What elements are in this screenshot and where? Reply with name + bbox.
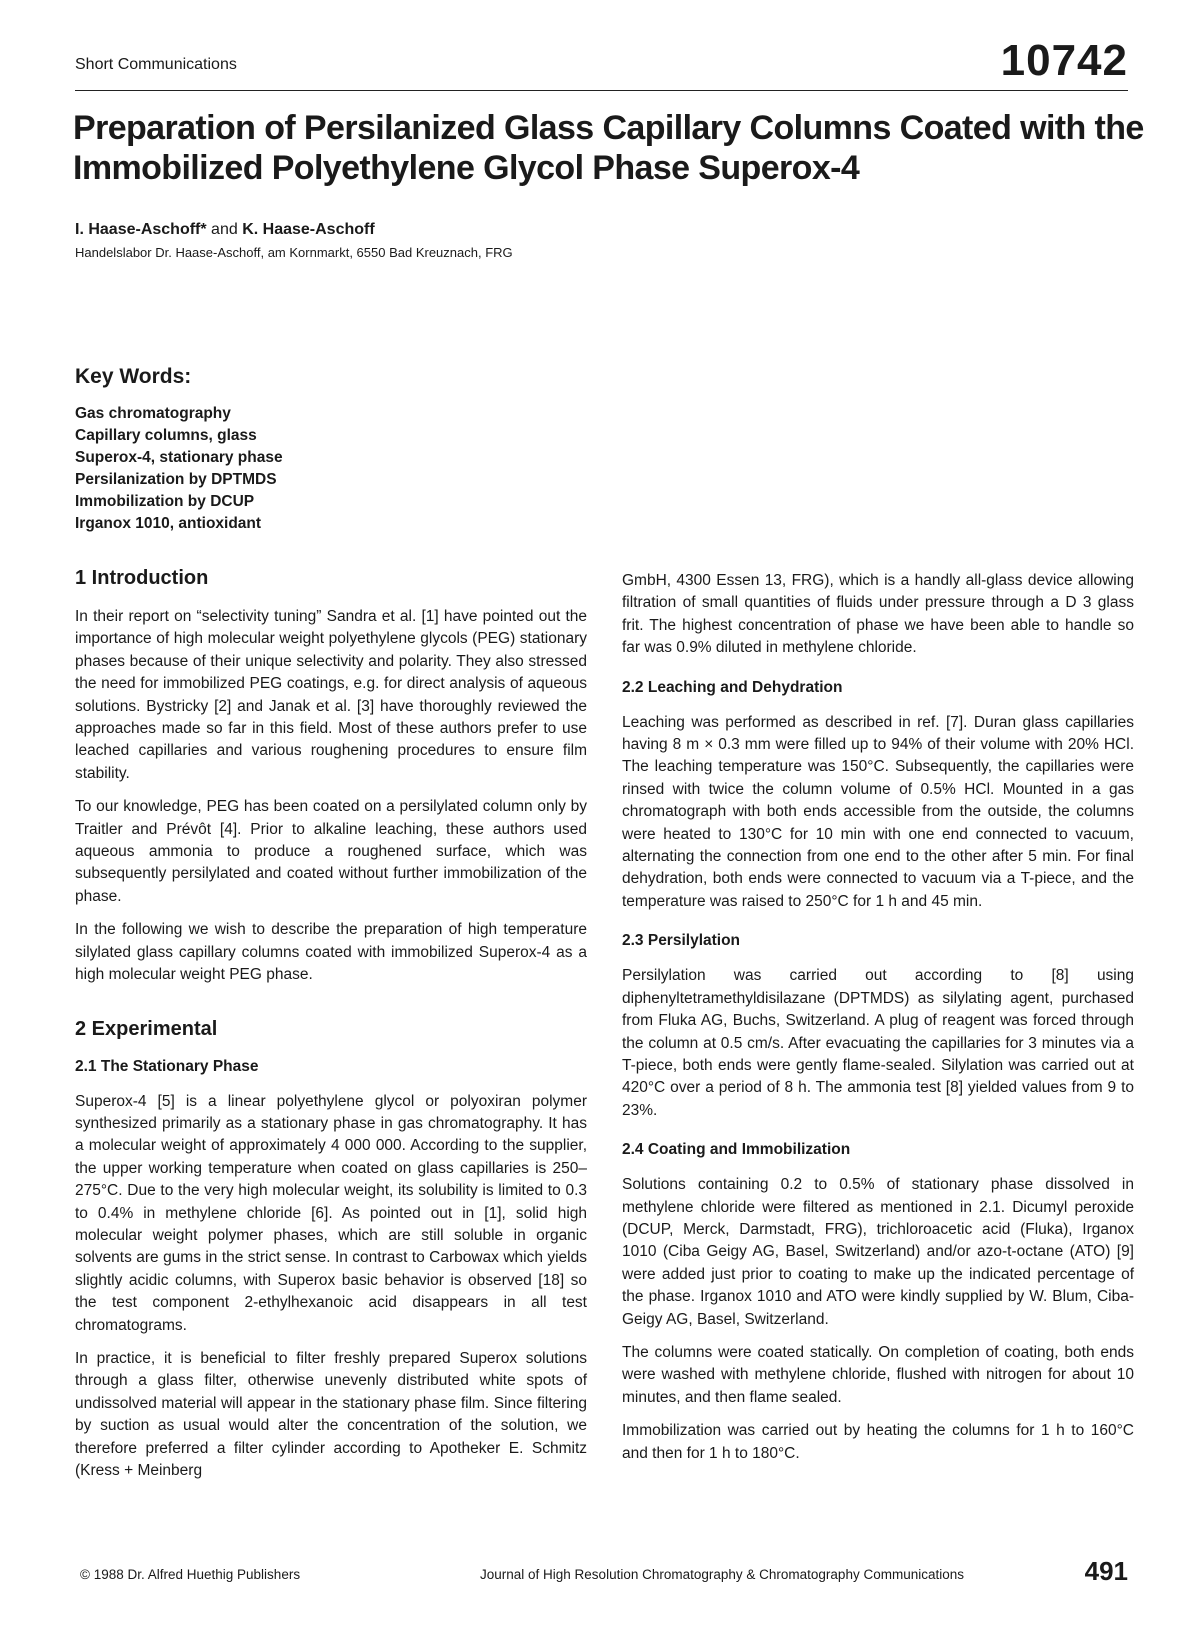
right-column [622,570,1134,1476]
keyword-item: Irganox 1010, antioxidant [75,515,262,532]
section-heading-introduction: 1 Introduction [75,567,209,589]
section-label: Short Communications [75,56,237,73]
header-divider [75,90,1128,91]
body-paragraph: In their report on “selectivity tuning” Sandra et al. [1] have pointed out the importance of high molecular weight polyethylene glycols (PEG) stationary phases because of their unique selectivity and polarity. They also stressed the need for immobilized PEG coatings, e.g. for direct analysis of aqueous solutions. Bystricky [2] and Janak et al. [3] have thoroughly reviewed the approaches made so far in this field. Most of these authors prefer to use leached capillaries and various roughening procedures to ensure film stability. [75,608,587,782]
author-line [75,221,375,239]
article-number: 10742 [1000,36,1128,85]
keywords-heading: Key Words: [75,365,192,388]
body-paragraph: Persilylation was carried out according to [8] using diphenyltetramethyldisilazane (DPTMDS) as silylating agent, purchased from Fluka AG, Buchs, Switzerland. A plug of reagent was forced through the column at 0.5 cm/s. After evacuating the capillaries for 3 minutes via a T-piece, both ends were gently flame-sealed. Silylation was carried out at 420°C over a period of 8 h. The ammonia test [8] yielded values from 9 to 23%. [622,967,1134,1119]
keyword-item: Immobilization by DCUP [75,493,255,510]
body-paragraph: Immobilization was carried out by heating the columns for 1 h to 160°C and then for 1 h to 180°C. [622,1422,1134,1462]
page-number: 491 [1084,1556,1128,1586]
author-name: I. Haase-Aschoff* [75,221,207,238]
keyword-item: Capillary columns, glass [75,427,257,444]
author-name: K. Haase-Aschoff [242,221,375,238]
body-paragraph: The columns were coated statically. On completion of coating, both ends were washed with methylene chloride, flushed with nitrogen for about 10 minutes, and then flame sealed. [622,1343,1134,1406]
affiliation: Handelslabor Dr. Haase-Aschoff, am Kornmarkt, 6550 Bad Kreuznach, FRG [75,245,513,260]
keywords-list [75,403,283,535]
body-paragraph: Leaching was performed as described in ref. [7]. Duran glass capillaries having 8 m × 0.3 mm were filled up to 94% of their volume with 20% HCl. The leaching temperature was 150°C. Subsequently, the capillaries were rinsed with twice the column volume of 0.5% HCl. Mounted in a gas chromatograph with both ends accessible from the outside, the columns were heated to 130°C for 10 min with one end connected to vacuum, alternating the connection from one end to the other after 5 min. For final dehydration, both ends were connected to vacuum via a T-piece, and the temperature was raised to 250°C for 1 h and 45 min. [622,713,1134,910]
body-paragraph: GmbH, 4300 Essen 13, FRG), which is a handly all-glass device allowing filtration of small quantities of fluids under pressure through a D 3 glass frit. The highest concentration of phase we have been able to handle so far was 0.9% diluted in methylene chloride. [622,572,1134,657]
body-paragraph: Superox-4 [5] is a linear polyethylene glycol or polyoxiran polymer synthesized primarily as a stationary phase in gas chromatography. It has a molecular weight of approximately 4 000 000. According to the supplier, the upper working temperature when coated on glass capillaries is 250–275°C. Due to the very high molecular weight, its solubility is limited to 0.3 to 0.4% in methylene chloride [6]. As pointed out in [1], solid high molecular weight polymer phases, which are still soluble in organic solvents are gums in the strict sense. In contrast to Carbowax which yields slightly acidic columns, with Superox basic behavior is observed [18] so the test component 2-ethylhexanoic acid disappears in all test chromatograms. [75,1092,587,1334]
author-joiner: and [206,221,243,238]
article-title: Preparation of Persilanized Glass Capillary Columns Coated with the Immobilized Polyethylene Glycol Phase Superox-4 [73,109,1144,187]
keyword-item: Gas chromatography [75,405,231,422]
left-column [75,566,587,1493]
keyword-item: Persilanization by DPTMDS [75,471,277,488]
body-paragraph: In practice, it is beneficial to filter freshly prepared Superox solutions through a glass filter, otherwise unevenly distributed white spots of undissolved material will appear in the stationary phase film. Since filtering by suction as usual would alter the concentration of the solution, we therefore preferred a filter cylinder according to Apotheker E. Schmitz (Kress + Meinberg [75,1349,587,1479]
body-paragraph: To our knowledge, PEG has been coated on a persilylated column only by Traitler and Prévôt [4]. Prior to alkaline leaching, these authors used aqueous ammonia to produce a roughened surface, which was subsequently persilylated and coated without further immobilization of the phase. [75,798,587,905]
keyword-item: Superox-4, stationary phase [75,449,283,466]
body-paragraph: Solutions containing 0.2 to 0.5% of stationary phase dissolved in methylene chloride were filtered as mentioned in 2.1. Dicumyl peroxide (DCUP, Merck, Darmstadt, FRG), trichloroacetic acid (Fluka), Irganox 1010 (Ciba Geigy AG, Basel, Switzerland) and/or azo-t-octane (ATO) [9] were added just prior to coating to make up the indicated percentage of the phase. Irganox 1010 and ATO were kindly supplied by W. Blum, Ciba-Geigy AG, Basel, Switzerland. [622,1176,1134,1328]
subsection-heading-coating: 2.4 Coating and Immobilization [622,1141,851,1159]
subsection-heading-stationary-phase: 2.1 The Stationary Phase [75,1057,259,1075]
journal-name: Journal of High Resolution Chromatography & Chromatography Communications [480,1567,964,1582]
copyright-notice: © 1988 Dr. Alfred Huethig Publishers [80,1567,301,1582]
subsection-heading-persilylation: 2.3 Persilylation [622,932,741,950]
section-heading-experimental: 2 Experimental [75,1017,218,1040]
subsection-heading-leaching: 2.2 Leaching and Dehydration [622,678,843,696]
body-paragraph: In the following we wish to describe the preparation of high temperature silylated glass capillary columns coated with immobilized Superox-4 as a high molecular weight PEG phase. [75,921,587,984]
